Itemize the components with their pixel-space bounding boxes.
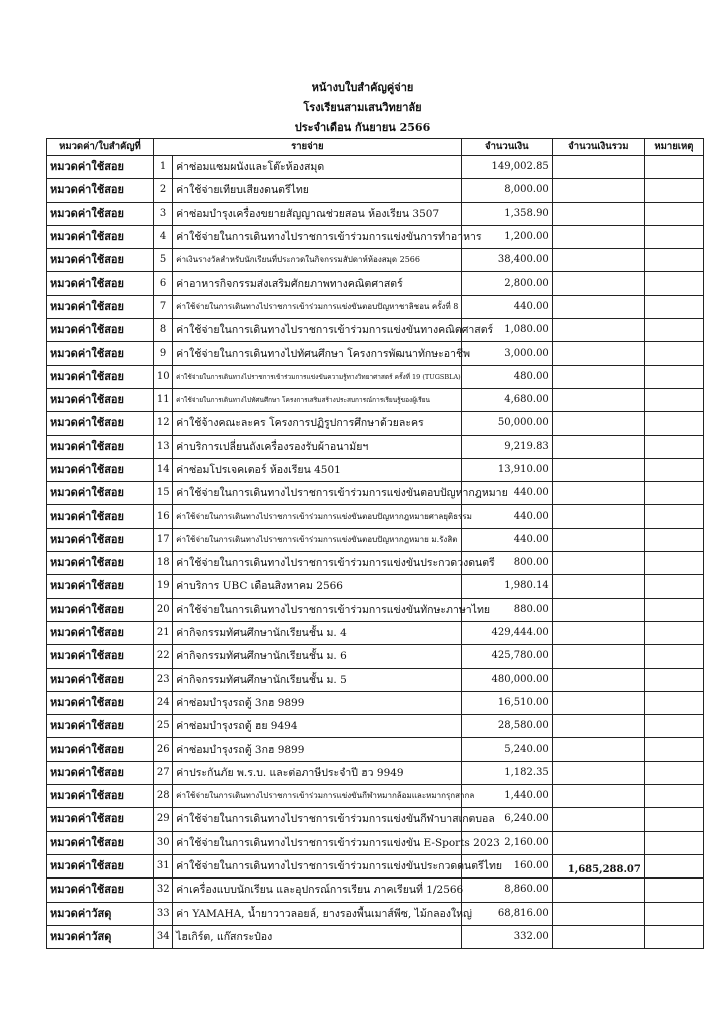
row-amount: 50,000.00 (461, 412, 552, 435)
row-category: หมวดค่าใช้สอย (47, 202, 154, 225)
row-description: ค่า YAMAHA, น้ำยาวาวลอยล์, ยางรองพื้นเมาส์พีซ, ไม้กลองใหญ่ (173, 902, 462, 925)
row-description: ค่าเครื่องแบบนักเรียน และอุปกรณ์การเรียน ภาคเรียนที่ 1/2566 (173, 878, 462, 902)
row-number: 29 (153, 808, 172, 831)
row-total (552, 249, 644, 272)
row-number: 18 (153, 552, 172, 575)
row-category: หมวดค่าใช้สอย (47, 179, 154, 202)
row-category: หมวดค่าใช้สอย (47, 552, 154, 575)
row-category: หมวดค่าใช้สอย (47, 412, 154, 435)
row-category: หมวดค่าใช้สอย (47, 761, 154, 784)
row-amount: 429,444.00 (461, 621, 552, 644)
row-total (552, 458, 644, 481)
col-header-category: หมวดค่า/ใบสำคัญที่ (47, 139, 154, 156)
row-category: หมวดค่าใช้สอย (47, 295, 154, 318)
row-category: หมวดค่าใช้สอย (47, 715, 154, 738)
row-amount: 28,580.00 (461, 715, 552, 738)
row-description: ค่ากิจกรรมทัศนศึกษานักเรียนชั้น ม. 4 (173, 621, 462, 644)
row-note (644, 295, 703, 318)
row-category: หมวดค่าใช้สอย (47, 528, 154, 551)
row-amount: 2,160.00 (461, 831, 552, 854)
row-number: 2 (153, 179, 172, 202)
row-category: หมวดค่าใช้สอย (47, 342, 154, 365)
row-number: 24 (153, 691, 172, 714)
row-note (644, 761, 703, 784)
row-description: ค่าบริการเปลี่ยนถังเครื่องรองรับผ้าอนามัยฯ (173, 435, 462, 458)
row-number: 9 (153, 342, 172, 365)
table-row (47, 272, 704, 295)
row-total (552, 342, 644, 365)
table-row (47, 365, 704, 388)
table-row (47, 482, 704, 505)
row-number: 27 (153, 761, 172, 784)
row-note (644, 482, 703, 505)
row-category: หมวดค่าใช้สอย (47, 598, 154, 621)
row-note (644, 202, 703, 225)
row-amount: 1,440.00 (461, 785, 552, 808)
row-note (644, 225, 703, 248)
table-row (47, 878, 704, 902)
table-header-row (47, 139, 704, 156)
row-total (552, 482, 644, 505)
row-note (644, 808, 703, 831)
row-description: ค่าใช้จ่ายในการเดินทางไปราชการเข้าร่วมการแข่งขันทางคณิตศาสตร์ (173, 319, 462, 342)
row-amount: 16,510.00 (461, 691, 552, 714)
row-description: ค่าใช้จ่ายในการเดินทางไปราชการเข้าร่วมการแข่งขันตอบปัญหาชาลิชอน ครั้งที่ 8 (173, 295, 462, 318)
row-number: 5 (153, 249, 172, 272)
row-description: ค่าใช้จ่ายในการเดินทางไปราชการเข้าร่วมการแข่งขันประกวดดนตรีไทย (173, 854, 462, 878)
row-number: 31 (153, 854, 172, 878)
table-row (47, 156, 704, 179)
row-number: 19 (153, 575, 172, 598)
row-total (552, 831, 644, 854)
row-number: 10 (153, 365, 172, 388)
row-description: ค่าใช้จ่ายในการเดินทางไปราชการเข้าร่วมการแข่งขันความรู้ทางวิทยาศาสตร์ ครั้งที่ 19 (TUGSBLA) (173, 365, 462, 388)
table-row (47, 668, 704, 691)
row-total (552, 365, 644, 388)
table-row (47, 645, 704, 668)
row-amount: 480.00 (461, 365, 552, 388)
row-total (552, 808, 644, 831)
row-category: หมวดค่าใช้สอย (47, 458, 154, 481)
table-row (47, 342, 704, 365)
row-category: หมวดค่าใช้สอย (47, 156, 154, 179)
table-row (47, 295, 704, 318)
row-description: ค่าใช้จ่ายในการเดินทางไปราชการเข้าร่วมการแข่งขันประกวดวงดนตรี (173, 552, 462, 575)
row-description: ค่าใช้จ่ายในการเดินทางไปราชการเข้าร่วมการแข่งขันตอบปัญหากฎหมาย (173, 482, 462, 505)
row-total (552, 179, 644, 202)
table-row (47, 785, 704, 808)
row-total (552, 925, 644, 948)
row-amount: 332.00 (461, 925, 552, 948)
row-amount: 440.00 (461, 482, 552, 505)
row-number: 11 (153, 388, 172, 411)
table-row (47, 738, 704, 761)
table-row (47, 528, 704, 551)
table-row (47, 388, 704, 411)
row-total (552, 528, 644, 551)
row-note (644, 458, 703, 481)
row-total (552, 272, 644, 295)
subtotal-amount: 1,685,288.07 (552, 854, 644, 878)
row-note (644, 785, 703, 808)
row-note (644, 715, 703, 738)
row-note (644, 925, 703, 948)
table-row (47, 715, 704, 738)
table-row (47, 902, 704, 925)
table-row (47, 505, 704, 528)
row-description: ค่าใช้จ่ายในการเดินทางไปราชการเข้าร่วมการแข่งขัน E-Sports 2023 (173, 831, 462, 854)
row-category: หมวดค่าใช้สอย (47, 435, 154, 458)
row-total (552, 738, 644, 761)
table-row (47, 575, 704, 598)
row-category: หมวดค่าใช้สอย (47, 225, 154, 248)
row-amount: 1,980.14 (461, 575, 552, 598)
row-total (552, 878, 644, 902)
table-row (47, 435, 704, 458)
col-header-description: รายจ่าย (153, 139, 461, 156)
row-category: หมวดค่าใช้สอย (47, 738, 154, 761)
row-description: ค่าใช้จ่ายในการเดินทางไปทัศนศึกษา โครงการเสริมสร้างประสบการณ์การเรียนรู้ของผู้เรียน (173, 388, 462, 411)
table-row (47, 412, 704, 435)
row-total (552, 156, 644, 179)
row-number: 25 (153, 715, 172, 738)
row-number: 17 (153, 528, 172, 551)
row-note (644, 575, 703, 598)
row-note (644, 831, 703, 854)
row-number: 28 (153, 785, 172, 808)
table-row (47, 202, 704, 225)
row-category: หมวดค่าใช้สอย (47, 482, 154, 505)
table-row (47, 808, 704, 831)
row-note (644, 691, 703, 714)
row-category: หมวดค่าใช้สอย (47, 668, 154, 691)
row-amount: 13,910.00 (461, 458, 552, 481)
row-note (644, 365, 703, 388)
row-note (644, 272, 703, 295)
row-total (552, 319, 644, 342)
school-name: โรงเรียนสามเสนวิทยาลัย (303, 101, 422, 114)
row-amount: 1,080.00 (461, 319, 552, 342)
row-number: 23 (153, 668, 172, 691)
row-category: หมวดค่าใช้สอย (47, 319, 154, 342)
row-category: หมวดค่าใช้สอย (47, 878, 154, 902)
row-note (644, 319, 703, 342)
row-amount: 440.00 (461, 505, 552, 528)
row-note (644, 412, 703, 435)
row-amount: 1,182.35 (461, 761, 552, 784)
table-row (47, 831, 704, 854)
row-note (644, 645, 703, 668)
row-number: 1 (153, 156, 172, 179)
row-number: 6 (153, 272, 172, 295)
table-row (47, 621, 704, 644)
table-row (47, 179, 704, 202)
row-category: หมวดค่าใช้สอย (47, 365, 154, 388)
row-total (552, 225, 644, 248)
row-amount: 440.00 (461, 295, 552, 318)
row-category: หมวดค่าวัสดุ (47, 902, 154, 925)
row-description: ค่าซ่อมบำรุงรถตู้ 3กฮ 9899 (173, 738, 462, 761)
row-amount: 38,400.00 (461, 249, 552, 272)
row-note (644, 528, 703, 551)
row-total (552, 295, 644, 318)
row-description: ค่าใช้จ่ายในการเดินทางไปทัศนศึกษา โครงการพัฒนาทักษะอาชีพ (173, 342, 462, 365)
row-category: หมวดค่าใช้สอย (47, 645, 154, 668)
row-total (552, 435, 644, 458)
row-category: หมวดค่าใช้สอย (47, 621, 154, 644)
row-total (552, 388, 644, 411)
row-number: 22 (153, 645, 172, 668)
row-note (644, 342, 703, 365)
col-header-total: จำนวนเงินรวม (552, 139, 644, 156)
row-amount: 1,358.90 (461, 202, 552, 225)
row-description: ไฮเกิร์ต, แก๊สกระป๋อง (173, 925, 462, 948)
row-note (644, 388, 703, 411)
row-total (552, 575, 644, 598)
row-amount: 425,780.00 (461, 645, 552, 668)
table-row (47, 691, 704, 714)
row-amount: 160.00 (461, 854, 552, 878)
table-body (47, 156, 704, 949)
row-note (644, 156, 703, 179)
row-number: 34 (153, 925, 172, 948)
row-description: ค่าใช้จ่ายในการเดินทางไปราชการเข้าร่วมการแข่งขันตอบปัญหากฎหมายศาลยุติธรรม (173, 505, 462, 528)
row-amount: 8,000.00 (461, 179, 552, 202)
row-category: หมวดค่าใช้สอย (47, 505, 154, 528)
row-amount: 880.00 (461, 598, 552, 621)
table-row (47, 458, 704, 481)
row-category: หมวดค่าวัสดุ (47, 925, 154, 948)
table-row (47, 761, 704, 784)
table-row (47, 854, 704, 878)
row-note (644, 179, 703, 202)
row-total (552, 552, 644, 575)
row-amount: 149,002.85 (461, 156, 552, 179)
row-note (644, 598, 703, 621)
table-row (47, 225, 704, 248)
row-category: หมวดค่าใช้สอย (47, 785, 154, 808)
row-category: หมวดค่าใช้สอย (47, 854, 154, 878)
row-number: 30 (153, 831, 172, 854)
row-total (552, 505, 644, 528)
row-amount: 4,680.00 (461, 388, 552, 411)
row-total (552, 621, 644, 644)
row-description: ค่าใช้จ่ายในการเดินทางไปราชการเข้าร่วมการแข่งขันกีฬาบาสเกตบอล (173, 808, 462, 831)
row-number: 33 (153, 902, 172, 925)
row-description: ค่าซ่อมบำรุงเครื่องขยายสัญญาณช่วยสอน ห้องเรียน 3507 (173, 202, 462, 225)
expense-table (46, 138, 704, 949)
row-description: ค่าเงินรางวัลสำหรับนักเรียนที่ประกวดในกิจกรรมสัปดาห์ห้องสมุด 2566 (173, 249, 462, 272)
document-header (0, 78, 725, 138)
row-total (552, 691, 644, 714)
row-amount: 480,000.00 (461, 668, 552, 691)
row-number: 26 (153, 738, 172, 761)
row-number: 14 (153, 458, 172, 481)
row-category: หมวดค่าใช้สอย (47, 272, 154, 295)
row-number: 8 (153, 319, 172, 342)
row-amount: 800.00 (461, 552, 552, 575)
row-description: ค่าอาหารกิจกรรมส่งเสริมศักยภาพทางคณิตศาสตร์ (173, 272, 462, 295)
row-description: ค่ากิจกรรมทัศนศึกษานักเรียนชั้น ม. 5 (173, 668, 462, 691)
doc-title: หน้างบใบสำคัญคู่จ่าย (311, 81, 414, 94)
row-description: ค่าใช้จ้างคณะละคร โครงการปฏิรูปการศึกษาด้วยละคร (173, 412, 462, 435)
row-description: ค่าซ่อมบำรุงรถตู้ ฮย 9494 (173, 715, 462, 738)
row-total (552, 902, 644, 925)
row-description: ค่าบริการ UBC เดือนสิงหาคม 2566 (173, 575, 462, 598)
table-row (47, 249, 704, 272)
row-amount: 3,000.00 (461, 342, 552, 365)
row-note (644, 854, 703, 878)
row-amount: 5,240.00 (461, 738, 552, 761)
row-number: 15 (153, 482, 172, 505)
row-description: ค่าซ่อมแซมผนังและโต๊ะห้องสมุด (173, 156, 462, 179)
row-number: 21 (153, 621, 172, 644)
row-total (552, 645, 644, 668)
row-category: หมวดค่าใช้สอย (47, 691, 154, 714)
row-description: ค่าซ่อมโปรเจคเตอร์ ห้องเรียน 4501 (173, 458, 462, 481)
row-number: 32 (153, 878, 172, 902)
table-row (47, 319, 704, 342)
col-header-note: หมายเหตุ (644, 139, 703, 156)
row-amount: 68,816.00 (461, 902, 552, 925)
doc-month: ประจำเดือน กันยายน 2566 (294, 121, 431, 134)
row-note (644, 738, 703, 761)
row-total (552, 761, 644, 784)
row-number: 16 (153, 505, 172, 528)
table-row (47, 598, 704, 621)
row-note (644, 621, 703, 644)
row-total (552, 668, 644, 691)
row-total (552, 785, 644, 808)
row-category: หมวดค่าใช้สอย (47, 388, 154, 411)
row-number: 3 (153, 202, 172, 225)
row-amount: 6,240.00 (461, 808, 552, 831)
table-row (47, 552, 704, 575)
table-row (47, 925, 704, 948)
row-amount: 440.00 (461, 528, 552, 551)
row-description: ค่าใช้จ่ายในการเดินทางไปราชการเข้าร่วมการแข่งขันการทำอาหาร (173, 225, 462, 248)
row-category: หมวดค่าใช้สอย (47, 831, 154, 854)
row-amount: 8,860.00 (461, 878, 552, 902)
row-total (552, 715, 644, 738)
row-note (644, 435, 703, 458)
row-number: 20 (153, 598, 172, 621)
row-amount: 1,200.00 (461, 225, 552, 248)
row-category: หมวดค่าใช้สอย (47, 808, 154, 831)
row-description: ค่าใช้จ่ายเทียบเสียงดนตรีไทย (173, 179, 462, 202)
row-number: 7 (153, 295, 172, 318)
col-header-amount: จำนวนเงิน (461, 139, 552, 156)
row-total (552, 598, 644, 621)
row-category: หมวดค่าใช้สอย (47, 249, 154, 272)
row-note (644, 249, 703, 272)
row-number: 13 (153, 435, 172, 458)
row-total (552, 412, 644, 435)
row-description: ค่าใช้จ่ายในการเดินทางไปราชการเข้าร่วมการแข่งขันกีฬาหมากล้อมและหมากรุกสากล (173, 785, 462, 808)
row-note (644, 505, 703, 528)
row-note (644, 668, 703, 691)
row-description: ค่าประกันภัย พ.ร.บ. และต่อภาษีประจำปี ฮว 9949 (173, 761, 462, 784)
row-description: ค่าซ่อมบำรุงรถตู้ 3กฮ 9899 (173, 691, 462, 714)
row-note (644, 878, 703, 902)
row-amount: 2,800.00 (461, 272, 552, 295)
row-note (644, 552, 703, 575)
row-category: หมวดค่าใช้สอย (47, 575, 154, 598)
row-description: ค่ากิจกรรมทัศนศึกษานักเรียนชั้น ม. 6 (173, 645, 462, 668)
row-amount: 9,219.83 (461, 435, 552, 458)
row-number: 4 (153, 225, 172, 248)
row-note (644, 902, 703, 925)
row-description: ค่าใช้จ่ายในการเดินทางไปราชการเข้าร่วมการแข่งขันทักษะภาษาไทย (173, 598, 462, 621)
row-number: 12 (153, 412, 172, 435)
row-description: ค่าใช้จ่ายในการเดินทางไปราชการเข้าร่วมการแข่งขันตอบปัญหากฎหมาย ม.รังสิต (173, 528, 462, 551)
row-total (552, 202, 644, 225)
